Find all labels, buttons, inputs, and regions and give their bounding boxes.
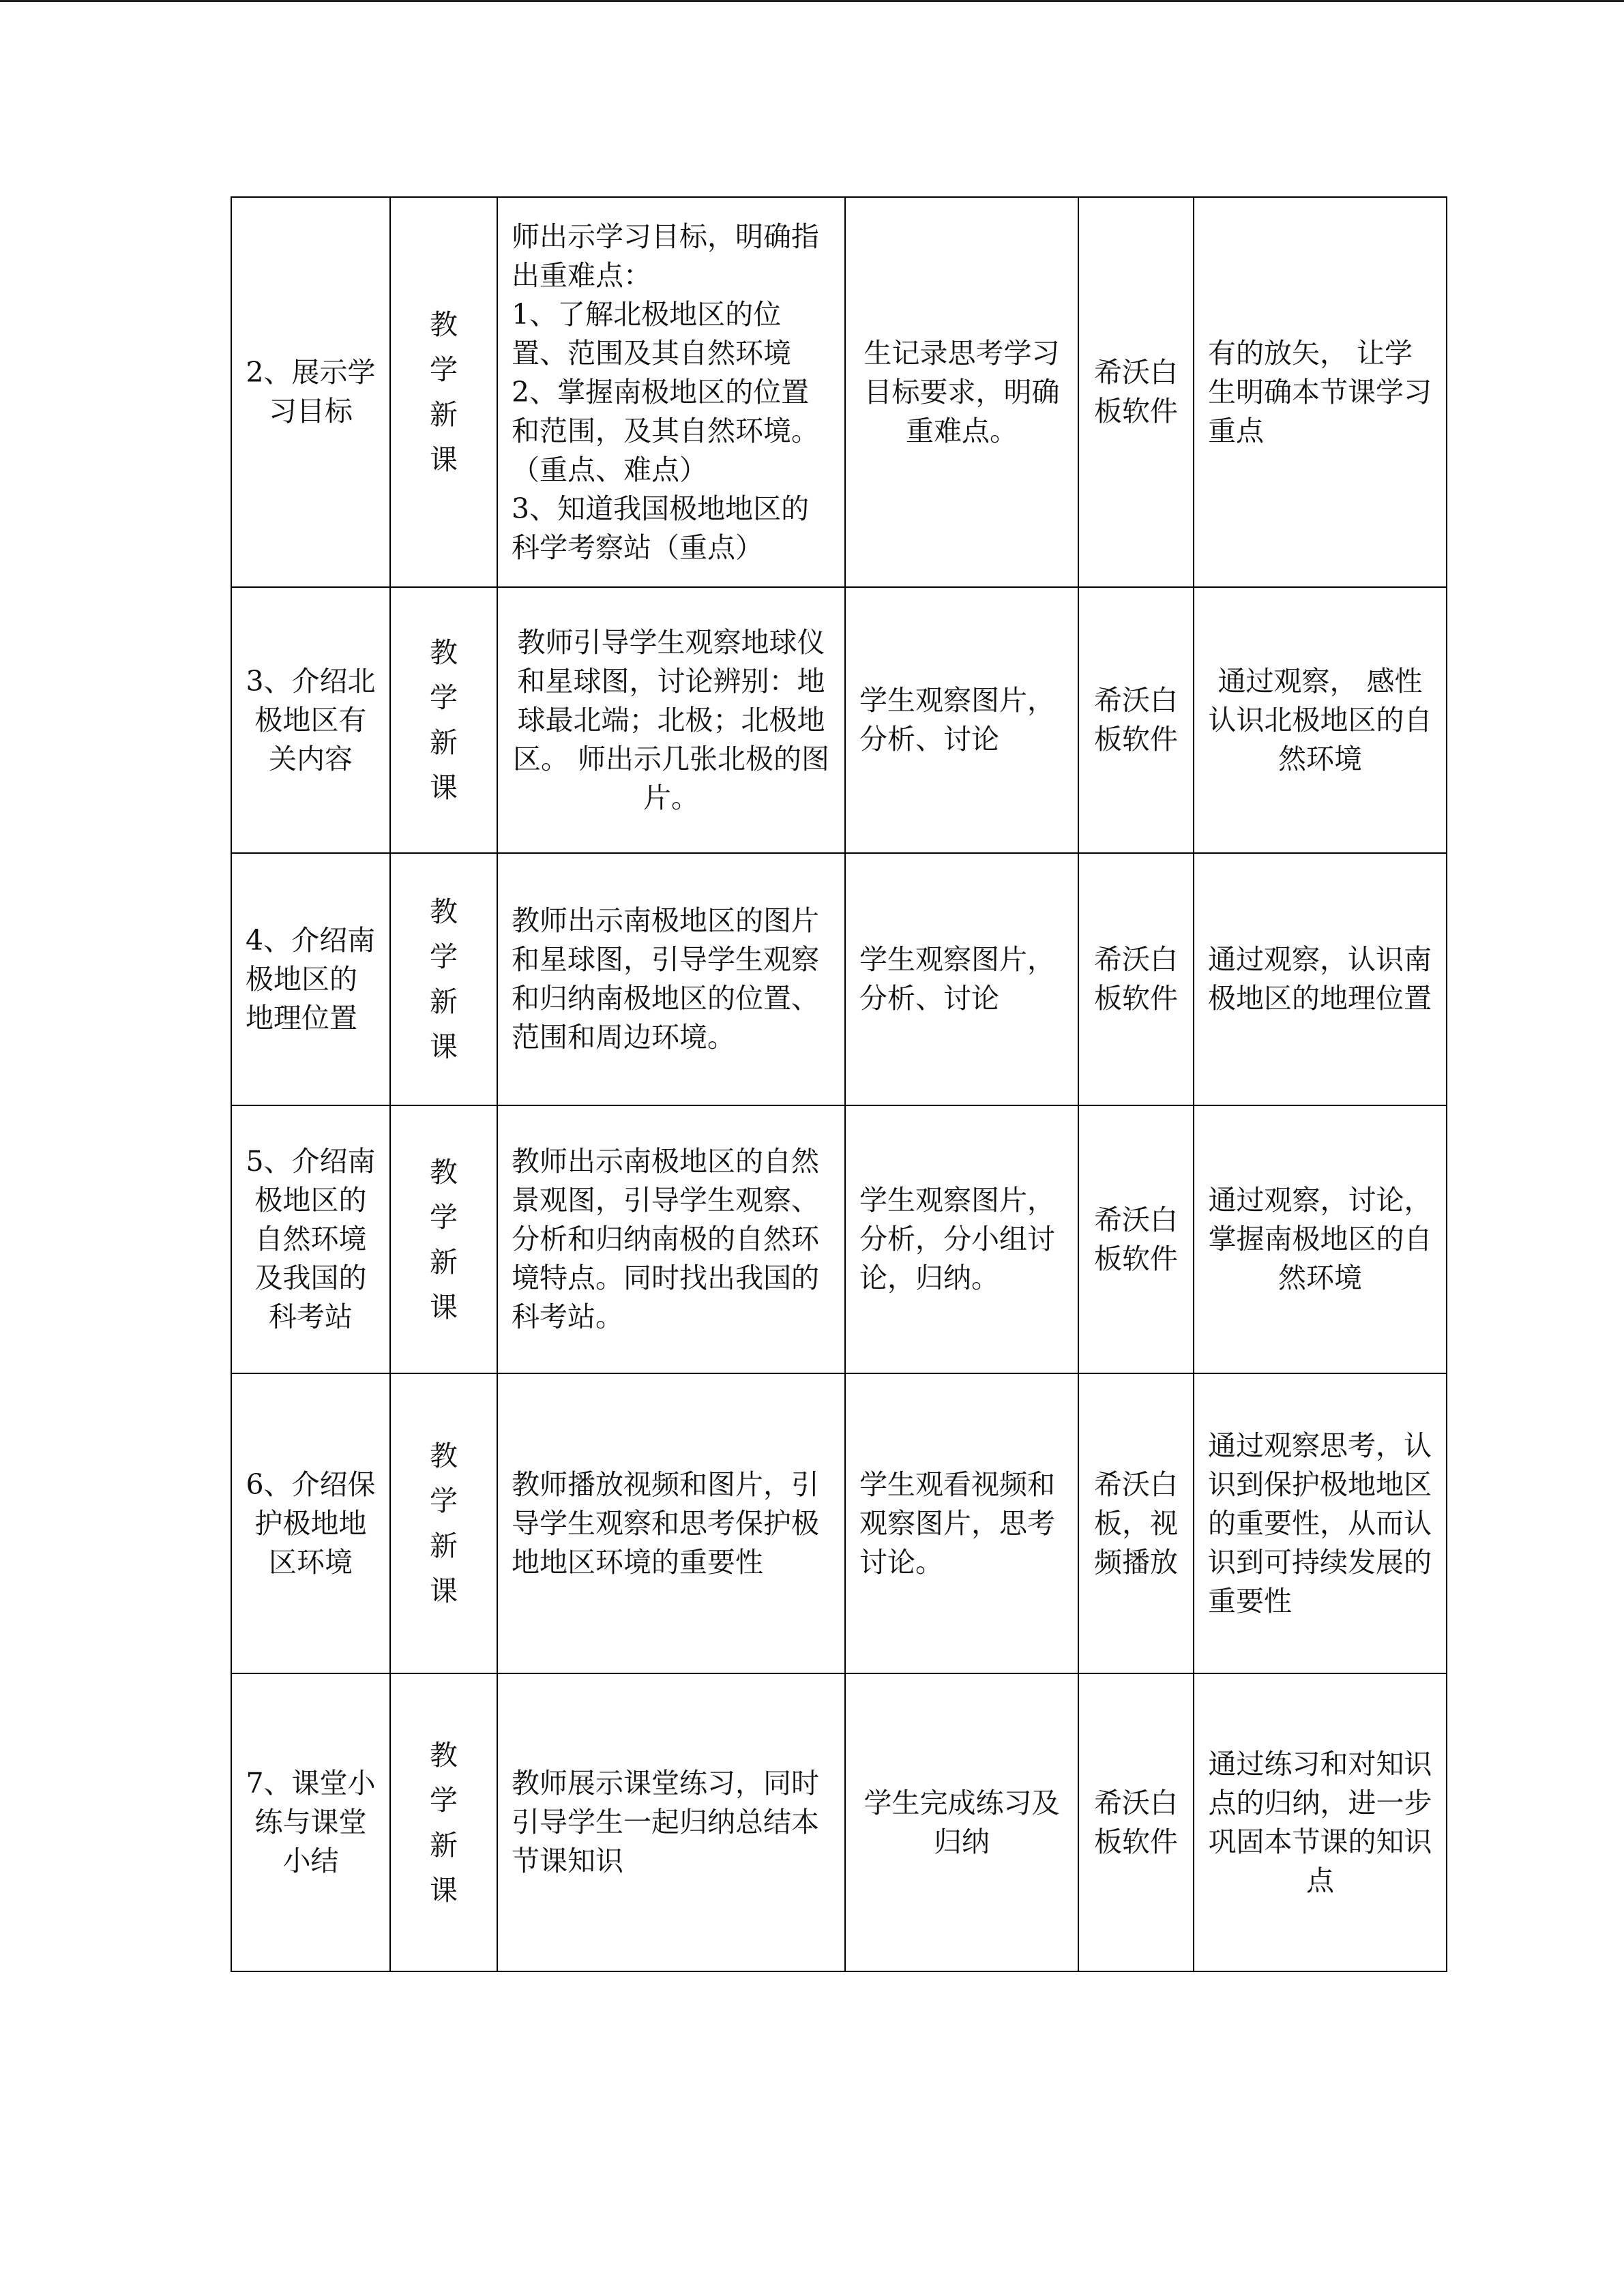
- step-cell: [231, 587, 390, 853]
- step-text: 5、介绍南极地区的自然环境及我国的科考站: [246, 1145, 376, 1333]
- teacher-activity-cell: 教师引导学生观察地球仪和星球图，讨论辨别：地球最北端；北极；北极地区。 师出示几张北极的图片。: [497, 587, 845, 853]
- step-text: 4、介绍南极地区的地理位置: [246, 923, 376, 1034]
- teacher-activity-cell: 师出示学习目标，明确指出重难点： 1、了解北极地区的位置、范围及其自然环境 2、掌握南极地区的位置和范围，及其自然环境。（重点、难点） 3、知道我国极地地区的科学考察站（重点）: [497, 197, 845, 587]
- teacher-activity-cell: 教师出示南极地区的图片和星球图，引导学生观察和归纳南极地区的位置、范围和周边环境。: [497, 853, 845, 1105]
- stage-text: 教学新课: [430, 895, 458, 1063]
- media-cell: 希沃白板软件: [1078, 1105, 1194, 1373]
- media-cell: 希沃白板，视频播放: [1078, 1373, 1194, 1673]
- student-activity-cell: 学生观察图片，分析、讨论: [845, 587, 1078, 853]
- student-activity-cell: 生记录思考学习目标要求，明确重难点。: [845, 197, 1078, 587]
- design-intent-cell: 通过观察，讨论，掌握南极地区的自然环境: [1194, 1105, 1447, 1373]
- stage-cell: [390, 1673, 497, 1971]
- step-cell: [231, 1373, 390, 1673]
- table-row: [231, 587, 1447, 853]
- step-text: 3、介绍北极地区有关内容: [246, 664, 376, 775]
- step-text: 2、展示学习目标: [246, 356, 376, 428]
- stage-cell: [390, 197, 497, 587]
- teacher-activity-cell: 教师出示南极地区的自然景观图，引导学生观察、分析和归纳南极的自然环境特点。同时找出我国的科考站。: [497, 1105, 845, 1373]
- teacher-activity-cell: 教师展示课堂练习，同时引导学生一起归纳总结本节课知识: [497, 1673, 845, 1971]
- stage-text: 教学新课: [430, 308, 458, 476]
- design-intent-cell: 有的放矢， 让学生明确本节课学习 重点: [1194, 197, 1447, 587]
- table-row: [231, 853, 1447, 1105]
- step-cell: [231, 1673, 390, 1971]
- stage-text: 教学新课: [430, 1738, 458, 1907]
- teacher-activity-cell: 教师播放视频和图片，引导学生观察和思考保护极地地区环境的重要性: [497, 1373, 845, 1673]
- stage-cell: [390, 587, 497, 853]
- top-border-line: [0, 0, 1624, 2]
- step-cell: [231, 197, 390, 587]
- stage-text: 教学新课: [430, 1155, 458, 1324]
- design-intent-cell: 通过观察， 感性认识北极地区的自然环境: [1194, 587, 1447, 853]
- step-cell: [231, 853, 390, 1105]
- table-row: [231, 1105, 1447, 1373]
- step-cell: [231, 1105, 390, 1373]
- table-row: [231, 1373, 1447, 1673]
- design-intent-cell: 通过观察，认识南极地区的地理位置: [1194, 853, 1447, 1105]
- student-activity-cell: 学生完成练习及归纳: [845, 1673, 1078, 1971]
- table-row: [231, 1673, 1447, 1971]
- design-intent-cell: 通过练习和对知识点的归纳，进一步巩固本节课的知识点: [1194, 1673, 1447, 1971]
- stage-cell: [390, 1105, 497, 1373]
- media-cell: 希沃白板软件: [1078, 587, 1194, 853]
- student-activity-cell: 学生观察图片，分析、讨论: [845, 853, 1078, 1105]
- student-activity-cell: 学生观看视频和观察图片，思考讨论。: [845, 1373, 1078, 1673]
- student-activity-cell: 学生观察图片，分析，分小组讨论，归纳。: [845, 1105, 1078, 1373]
- media-cell: 希沃白板软件: [1078, 1673, 1194, 1971]
- stage-text: 教学新课: [430, 636, 458, 804]
- step-text: 6、介绍保护极地地区环境: [246, 1467, 376, 1579]
- stage-text: 教学新课: [430, 1440, 458, 1607]
- step-text: 7、课堂小练与课堂小结: [246, 1767, 376, 1877]
- media-cell: 希沃白板软件: [1078, 853, 1194, 1105]
- design-intent-cell: 通过观察思考，认识到保护极地地区的重要性，从而认识到可持续发展的重要性: [1194, 1373, 1447, 1673]
- media-cell: 希沃白板软件: [1078, 197, 1194, 587]
- table-row: [231, 197, 1447, 587]
- stage-cell: [390, 853, 497, 1105]
- stage-cell: [390, 1373, 497, 1673]
- lesson-plan-table: [231, 196, 1447, 1972]
